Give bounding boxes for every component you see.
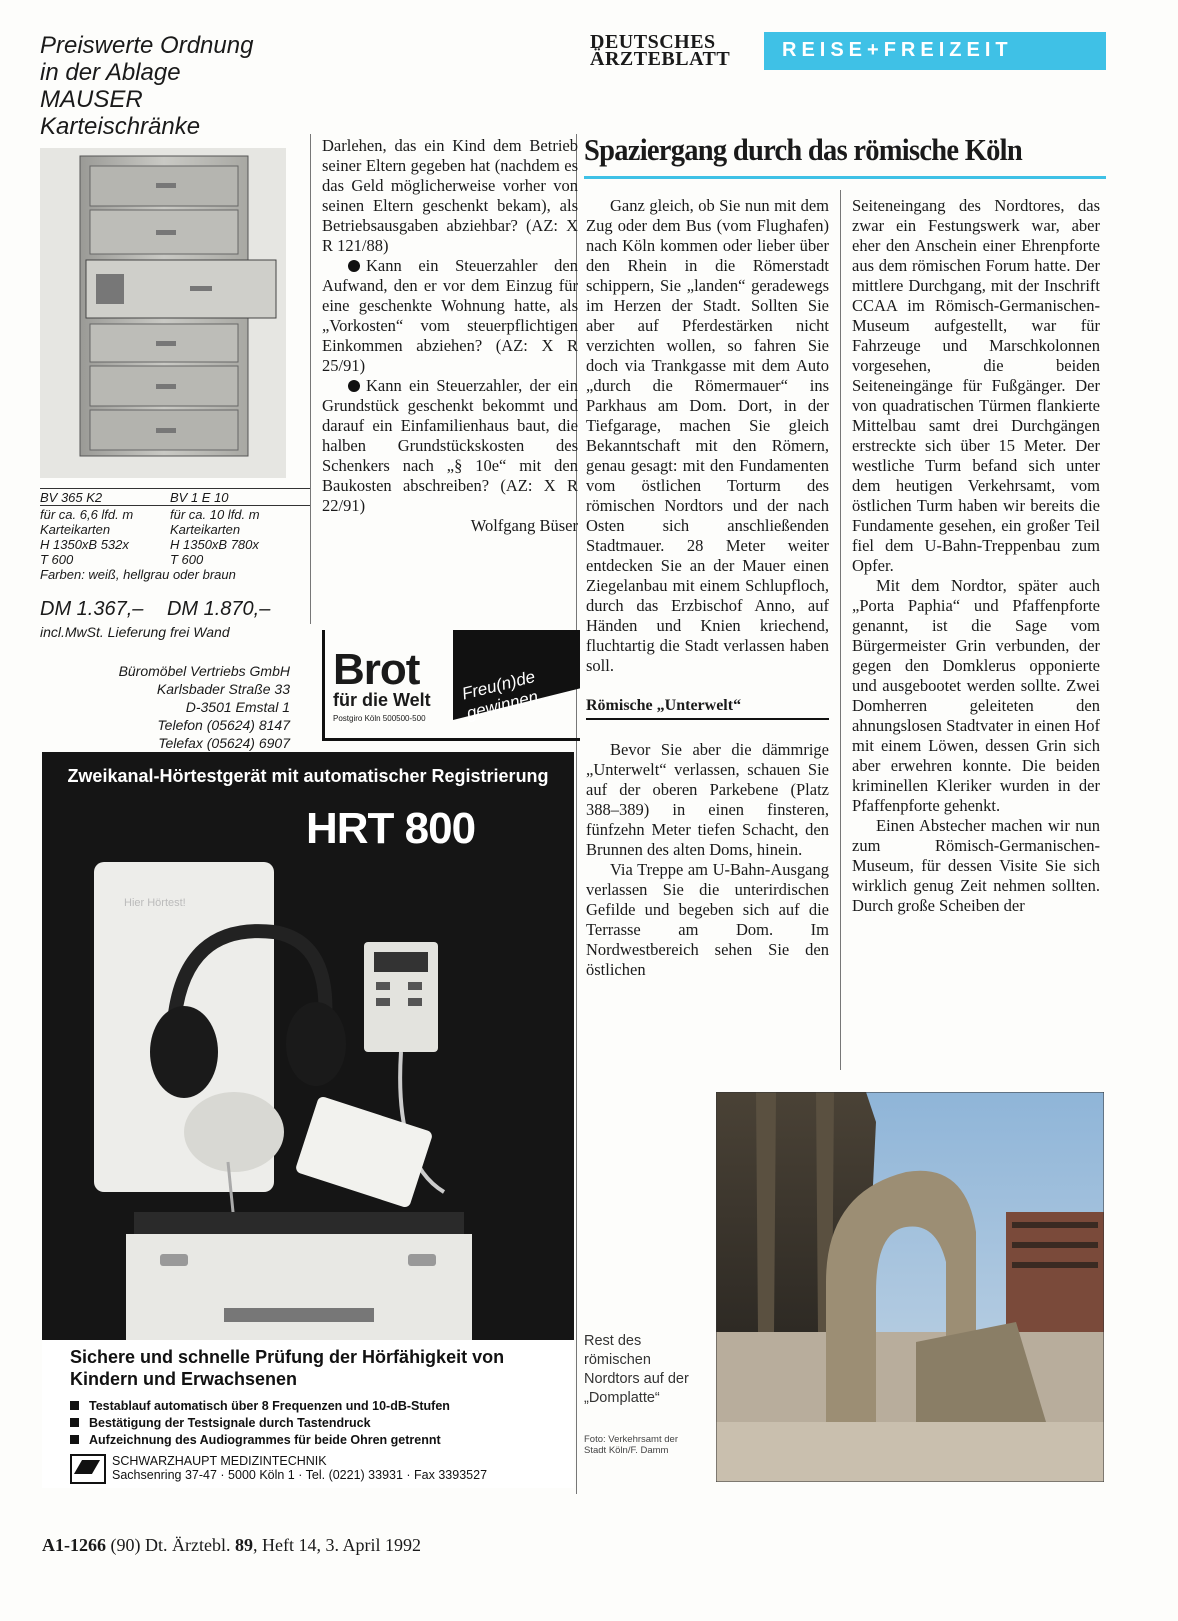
paragraph: Kann ein Steuerzahler, der ein Grundstück geschenkt bekommt und darauf ein Einfamilienhaus baut, die halben Grundstückskosten des Schenkers nach „§ 10e“ mit den Baukosten abschreiben? (AZ: X R 22/91) <box>322 376 578 515</box>
company-logo-icon <box>70 1454 106 1484</box>
paragraph: Via Treppe am U-Bahn-Ausgang verlassen Sie die unterirdischen Gefilde und begeben sich auf die Terrasse am Dom. Im Nordwestbereich sehen Sie den östlichen <box>586 860 829 979</box>
vendor-line: Telefon (05624) 8147 <box>157 717 290 733</box>
paragraph: Bevor Sie aber die dämmrige „Unterwelt“ verlassen, schauen Sie auf der oberen Parkebene (Platz 388–389) in einen finsteren, fünfzehn Meter tiefen Schacht, den Brunnen des alten Doms, hinein. <box>586 740 829 859</box>
color-options: Farben: weiß, hellgrau oder braun <box>40 567 236 582</box>
paragraph: Ganz gleich, ob Sie nun mit dem Zug oder dem Bus (vom Flughafen) nach Köln kommen oder lieber über den Rhein in die Römerstadt schippern, Sie „landen“ geradewegs im Herzen der Stadt. Sollten Sie aber auf Pferdestärken nicht verzichten wollen, so fahren Sie doch via Trankgasse mit dem Auto „durch die Römermauer“ ins Parkhaus am Dom. Dort, in der Tiefgarage, machen Sie gleich Bekanntschaft mit den Römern, genau gesagt: mit den Fundamenten vom östlichen Torturm des römischen Nordtors und der nach Osten sich anschließenden Stadtmauer. 28 Meter weiter entdecken Sie an der Mauer einen Ziegelanbau mit einem Schlupfloch, durch das Erzbischof Anno, auf Händen und Knien kriechend, fluchtartig die Stadt verlassen haben soll. <box>586 196 829 675</box>
spec-row <box>40 522 310 537</box>
title-rule <box>584 176 1106 179</box>
price-right: DM 1.870,– <box>166 598 271 620</box>
page-footer <box>42 1535 421 1556</box>
hrt-model-name: HRT 800 <box>306 804 476 853</box>
page-code: A1-1266 <box>42 1535 106 1555</box>
journal-name-line: DEUTSCHES <box>590 31 716 53</box>
audiometer-product-image <box>64 862 552 1342</box>
vendor-line: Büromöbel Vertriebs GmbH <box>118 663 290 679</box>
brot-slogan: Freu(n)de gewinnen... <box>459 667 554 723</box>
square-bullet-icon <box>70 1435 79 1444</box>
hrt-company-block <box>70 1454 487 1484</box>
hrt-tagline: Sichere und schnelle Prüfung der Hörfähigkeit von Kindern und Erwachsenen <box>70 1347 505 1389</box>
roman-gate-photo <box>716 1092 1104 1482</box>
brot-logo-text: Brot <box>333 645 420 694</box>
article-title: Spaziergang durch das römische Köln <box>584 132 1023 167</box>
hrt-info-panel <box>42 1340 574 1488</box>
section-label: REISE+FREIZEIT <box>782 39 1013 61</box>
paragraph: Mit dem Nordtor, später auch „Porta Paphia“ und Pfaffenpforte genannt, ist die Sage vom Bürgermeister Grin verbunden, der gegen den Domklerus opponierte und ausgebootet werden sollte. Zwei Domherren geleiteten den ahnungslosen Stadtvater in einen Hof mit einem Löwen, dessen Grin sich aber erwehren konnte. Die beiden kriminellen Kleriker wurden in der Pfaffenpforte gehenkt. <box>852 576 1100 815</box>
photo-credit: Foto: Verkehrsamt der Stadt Köln/F. Damm <box>584 1434 678 1456</box>
mauser-title-line: Preiswerte Ordnung <box>40 32 254 59</box>
cabinet-spec-table <box>40 488 310 582</box>
column-rule <box>840 190 841 1070</box>
bullet-icon <box>348 260 360 272</box>
filing-cabinet-image <box>40 148 286 478</box>
paragraph: Kann ein Steuerzahler den Aufwand, den er vor dem Einzug für eine geschenkte Wohnung hatte, als „Vorkosten“ vom steuerpflichtigen Einkommen abziehen? (AZ: X R 25/91) <box>322 256 578 375</box>
price-line <box>40 598 288 621</box>
spec-row <box>40 537 310 552</box>
capacity-right: für ca. 10 lfd. m <box>170 507 260 522</box>
depth-left: T 600 <box>40 552 74 567</box>
vendor-address <box>60 662 290 752</box>
hrt-800-ad <box>42 752 574 1488</box>
model-left: BV 365 K2 <box>40 490 103 505</box>
company-name: SCHWARZHAUPT MEDIZINTECHNIK <box>112 1454 327 1468</box>
feature-item: Testablauf automatisch über 8 Frequenzen und 10-dB-Stufen <box>70 1398 450 1415</box>
mauser-title-line: in der Ablage <box>40 59 181 86</box>
mauser-title-line: MAUSER <box>40 86 143 113</box>
vendor-line: D-3501 Emstal 1 <box>185 699 290 715</box>
capacity-left: für ca. 6,6 lfd. m <box>40 507 134 522</box>
company-address: Sachsenring 37-47 · 5000 Köln 1 · Tel. (0221) 33931 · Fax 3393527 <box>112 1468 488 1482</box>
spec-row <box>40 552 310 567</box>
dims-right: H 1350xB 780x <box>170 537 259 552</box>
depth-right: T 600 <box>170 552 204 567</box>
hrt-feature-list <box>70 1398 450 1449</box>
company-text <box>112 1454 487 1484</box>
feature-item: Aufzeichnung des Audiogrammes für beide Ohren getrennt <box>70 1432 450 1449</box>
article-subhead: Römische „Unterwelt“ <box>586 696 829 720</box>
square-bullet-icon <box>70 1401 79 1410</box>
brot-subtitle: für die Welt <box>333 690 431 710</box>
tax-article-column <box>322 136 578 536</box>
brot-fuer-die-welt-ad <box>322 630 580 741</box>
booth-label: Hier Hörtest! <box>124 897 186 909</box>
price-left: DM 1.367,– <box>40 598 144 620</box>
volume-number: 89 <box>234 1535 253 1555</box>
feature-item: Bestätigung der Testsignale durch Tastendruck <box>70 1415 450 1432</box>
paragraph: Darlehen, das ein Kind dem Betrieb seiner Eltern gegeben hat (nachdem es das Geld möglicherweise vorher von seinen Eltern geschenkt bekam), als Betriebsausgaben abziehbar? (AZ: X R 121/88) <box>322 136 578 255</box>
issue-date: , Heft 14, 3. April 1992 <box>252 1535 421 1555</box>
spec-row <box>40 488 310 505</box>
mauser-title-line: Karteischränke <box>40 113 201 140</box>
dims-left: H 1350xB 532x <box>40 537 129 552</box>
cards-left: Karteikarten <box>40 522 111 537</box>
page-number: (90) <box>110 1535 141 1555</box>
spec-row <box>40 505 310 522</box>
section-bar <box>764 32 1106 70</box>
price-note: incl.MwSt. Lieferung frei Wand <box>40 624 230 640</box>
article-column-right <box>852 196 1100 916</box>
square-bullet-icon <box>70 1418 79 1427</box>
article-column-left <box>586 196 829 980</box>
author-name: Wolfgang Büser <box>470 516 578 535</box>
photo-caption: Rest des römischen Nordtors auf der „Domplatte“ <box>584 1333 689 1406</box>
hrt-headline: Zweikanal-Hörtestgerät mit automatischer Registrierung <box>67 766 549 786</box>
vendor-line: Karlsbader Straße 33 <box>156 681 290 697</box>
model-right: BV 1 E 10 <box>170 490 229 505</box>
vendor-line: Telefax (05624) 6907 <box>158 735 290 751</box>
mauser-ad-title <box>40 32 320 140</box>
journal-name <box>590 31 731 70</box>
bullet-icon <box>348 380 360 392</box>
paragraph: Einen Abstecher machen wir nun zum Römisch-Germanischen-Museum, für dessen Visite Sie sich wirklich genug Zeit nehmen sollten. Durch große Scheiben der <box>852 816 1100 915</box>
paragraph: Seiteneingang des Nordtores, das zwar ein Festungswerk war, aber eher den Anschein einer Ehrenpforte aus dem römischen Forum hatte. Der mittlere Durchgang, mit der Inschrift CCAA im Römisch-Germanischen-Museum aufgestellt, war für Fahrzeuge und Marschkolonnen vorgesehen, die beiden Seiteneingänge für Fußgänger. Der von quadratischen Türmen flankierte Mittelbau samt drei Durchgängen erstreckte sich über 15 Meter. Der westliche Turm befand sich unter dem heutigen Verkehrsamt, vom östlichen Turm haben wir bereits die Fundamente gesehen, ein großer Teil fiel dem U-Bahn-Treppenbau zum Opfer. <box>852 196 1100 575</box>
journal-abbrev: Dt. Ärztebl. <box>145 1535 231 1555</box>
journal-name-line: ÄRZTEBLATT <box>590 48 731 70</box>
column-rule <box>310 134 311 624</box>
brot-bank-account: Postgiro Köln 500500-500 <box>333 714 426 723</box>
cards-right: Karteikarten <box>170 522 241 537</box>
